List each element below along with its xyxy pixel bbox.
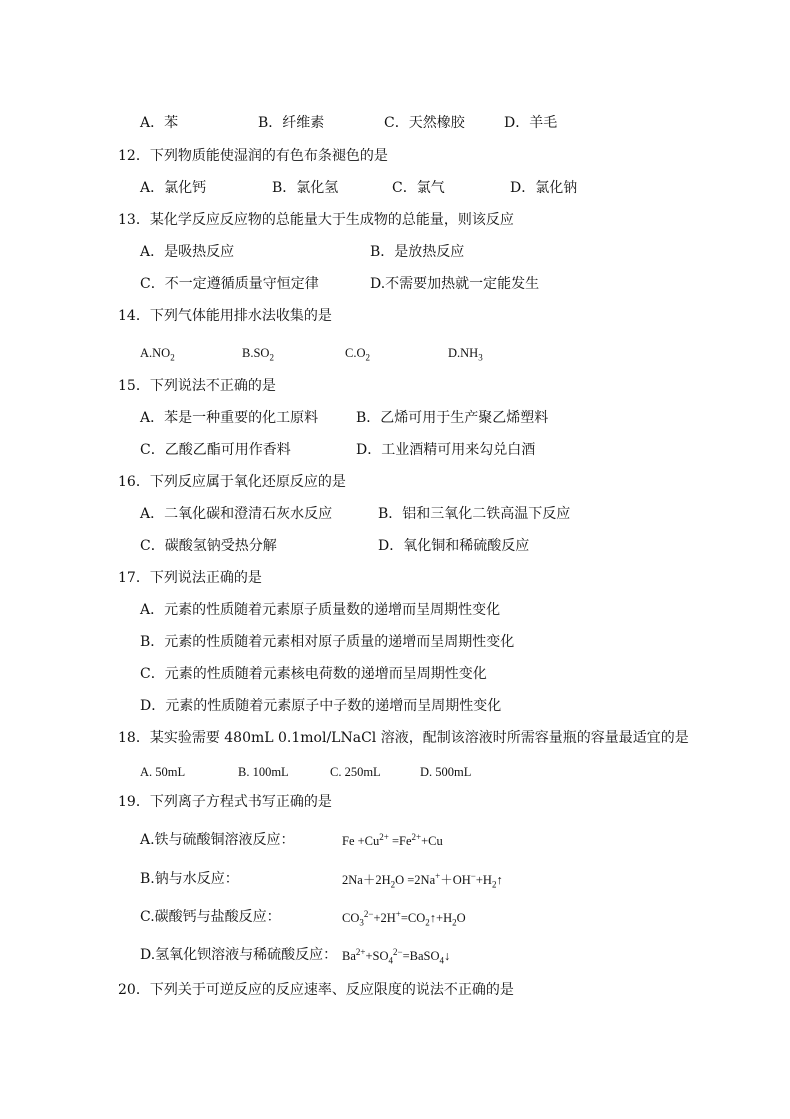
q15-stem: 15．下列说法不正确的是 xyxy=(118,378,276,394)
q14-option-b: $B.SO_2$ xyxy=(242,346,274,363)
equation-part: O xyxy=(456,911,466,925)
q13-option-c: C．不一定遵循质量守恒定律 xyxy=(140,276,319,292)
q12-option-a: A．氯化钙 xyxy=(140,180,207,196)
q16-option-d: D．氧化铜和稀硫酸反应 xyxy=(378,538,530,554)
q18-option-b: B. 100mL xyxy=(238,765,289,779)
q19-stem: 19．下列离子方程式书写正确的是 xyxy=(118,794,332,810)
equation-part: +Cu xyxy=(421,834,443,848)
q13-option-b: B．是放热反应 xyxy=(370,244,465,260)
equation-part: 2− xyxy=(363,908,374,919)
q14-option-d: $D.NH_3$ xyxy=(448,346,483,363)
q17-option-c: C．元素的性质随着元素核电荷数的递增而呈周期性变化 xyxy=(140,666,487,682)
q17-stem: 17．下列说法正确的是 xyxy=(118,570,262,586)
q18-stem: 18．某实验需要 480mL 0.1mol/LNaCl 溶液，配制该溶液时所需容量瓶的容量最适宜的是 xyxy=(118,730,689,746)
equation-part: ↑+H xyxy=(429,911,453,925)
q17-option-a: A．元素的性质随着元素原子质量数的递增而呈周期性变化 xyxy=(140,602,501,618)
q14-option-a: $A.NO_2$ xyxy=(140,346,175,363)
q12-option-c: C．氯气 xyxy=(392,180,445,196)
q14-option-c: $C.O_2$ xyxy=(345,346,370,363)
q17-option-b: B．元素的性质随着元素相对原子质量的递增而呈周期性变化 xyxy=(140,634,515,650)
q16-option-b: B．铝和三氧化二铁高温下反应 xyxy=(378,506,571,522)
q13-option-d: D.不需要加热就一定能发生 xyxy=(370,276,540,292)
q19-option-a-equation xyxy=(342,832,443,850)
equation-part: 2+ xyxy=(379,831,389,842)
equation-part: 2+ xyxy=(411,831,422,842)
equation-part: ＋OH xyxy=(440,873,471,887)
q15-option-d: D．工业酒精可用来勾兑白酒 xyxy=(356,442,536,458)
equation-part: +SO xyxy=(365,949,389,963)
equation-part: =CO xyxy=(400,911,426,925)
q12-option-d: D．氯化钠 xyxy=(510,180,578,196)
equation-part: 2 xyxy=(452,917,457,928)
q18-option-c: C. 250mL xyxy=(330,765,381,779)
equation-part: 4 xyxy=(388,955,393,966)
q15-option-c: C．乙酸乙酯可用作香料 xyxy=(140,442,291,458)
q11-option-d: D．羊毛 xyxy=(504,115,558,131)
equation-part: Ba xyxy=(342,949,356,963)
equation-part: 3 xyxy=(359,917,364,928)
q19-option-a-label: A.铁与硫酸铜溶液反应： xyxy=(140,832,295,848)
q15-option-b: B．乙烯可用于生产聚乙烯塑料 xyxy=(356,410,549,426)
q11-option-b: B．纤维素 xyxy=(258,115,325,131)
equation-part: 2Na＋2H xyxy=(342,873,391,887)
q16-option-c: C．碳酸氢钠受热分解 xyxy=(140,538,277,554)
equation-part: − xyxy=(470,870,476,881)
equation-part: O =2Na xyxy=(395,873,436,887)
q11-option-a: A．苯 xyxy=(140,115,179,131)
q16-option-a: A．二氧化碳和澄清石灰水反应 xyxy=(140,506,333,522)
equation-part: +H xyxy=(475,873,492,887)
q12-option-b: B．氯化氢 xyxy=(272,180,339,196)
equation-part: 4 xyxy=(439,955,444,966)
q12-stem: 12．下列物质能使湿润的有色布条褪色的是 xyxy=(118,148,388,164)
q18-option-d: D. 500mL xyxy=(420,765,472,779)
q13-option-a: A．是吸热反应 xyxy=(140,244,235,260)
q17-option-d: D．元素的性质随着元素原子中子数的递增而呈周期性变化 xyxy=(140,698,502,714)
q19-option-c-equation xyxy=(342,909,466,927)
q19-option-b-equation xyxy=(342,871,503,889)
q13-stem: 13．某化学反应反应物的总能量大于生成物的总能量，则该反应 xyxy=(118,212,514,228)
equation-part: Fe +Cu xyxy=(342,834,380,848)
equation-part: 2+ xyxy=(355,946,366,957)
q16-stem: 16．下列反应属于氧化还原反应的是 xyxy=(118,474,346,490)
q19-option-d-equation xyxy=(342,947,450,965)
equation-part: 2 xyxy=(390,879,396,890)
equation-part: 2 xyxy=(425,917,430,928)
q14-stem: 14．下列气体能用排水法收集的是 xyxy=(118,308,332,324)
equation-part: + xyxy=(395,908,401,919)
q20-stem: 20．下列关于可逆反应的反应速率、反应限度的说法不正确的是 xyxy=(118,982,514,998)
equation-part: =BaSO xyxy=(402,949,440,963)
q19-option-b-label: B.钠与水反应： xyxy=(140,871,239,887)
equation-part: ↑ xyxy=(496,873,503,887)
equation-part: =Fe xyxy=(388,834,412,848)
q19-option-c-label: C.碳酸钙与盐酸反应： xyxy=(140,909,281,925)
equation-part: 2 xyxy=(491,879,497,890)
q18-option-a: A. 50mL xyxy=(140,765,186,779)
equation-part: +2H xyxy=(373,911,396,925)
equation-part: 2− xyxy=(393,946,403,957)
q19-option-d-label: D.氢氧化钡溶液与稀硫酸反应： xyxy=(140,947,338,963)
equation-part: ↓ xyxy=(444,949,451,963)
equation-part: CO xyxy=(342,911,360,925)
q15-option-a: A．苯是一种重要的化工原料 xyxy=(140,410,319,426)
q11-option-c: C．天然橡胶 xyxy=(384,115,465,131)
equation-part: + xyxy=(435,870,441,881)
